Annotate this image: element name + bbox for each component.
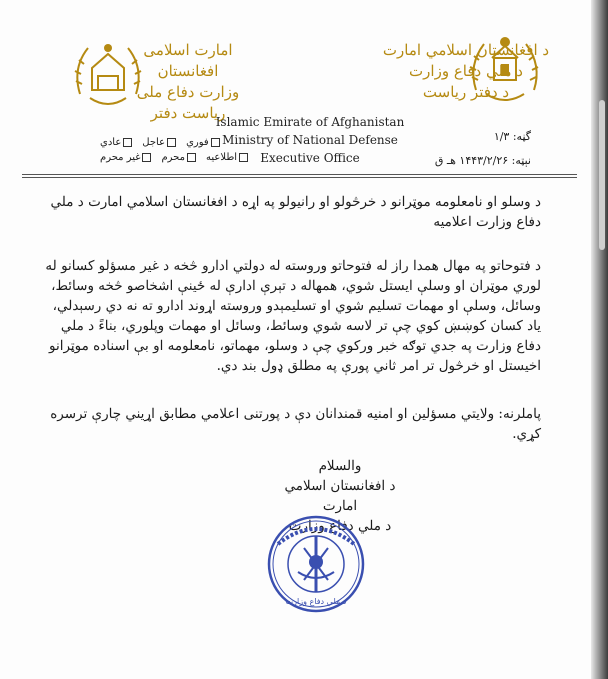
checkbox-icon xyxy=(211,138,220,147)
checkbox-icon xyxy=(123,138,132,147)
checkbox-icon xyxy=(167,138,176,147)
letter-subject: د وسلو او نامعلومه موټرانو د خرڅولو او رانيولو په اړه د افغانستان اسلامي امارت د ملي دفاع وزارت اعلاميه xyxy=(50,194,541,230)
classification-option: عاجل xyxy=(142,137,176,148)
checkbox-icon xyxy=(142,153,151,162)
header-divider xyxy=(22,174,577,175)
reference-number: گڼه: ۱/۳ xyxy=(493,130,531,143)
classification-option: فوري xyxy=(186,137,220,148)
classification-option: عادي xyxy=(100,137,132,148)
classification-option: غير محرم xyxy=(100,152,151,163)
dari-header-line: ریاست دفتر xyxy=(150,104,226,122)
scroll-thumb[interactable] xyxy=(599,100,605,250)
pashto-header-line: د افغانستان اسلامي امارت xyxy=(382,41,550,59)
checkbox-icon xyxy=(187,153,196,162)
dari-header-line: امارت اسلامی افغانستان xyxy=(143,41,233,80)
seal-text: د ملي دفاع وزارت xyxy=(285,597,347,606)
dari-header-line: وزارت دفاع ملی xyxy=(136,83,240,101)
classification-option: محرم xyxy=(161,152,196,163)
english-header-line: Executive Office xyxy=(260,151,360,165)
closing-line: د ملي دفاع وزارت xyxy=(288,518,392,534)
classification-option: اطلاعيه xyxy=(206,152,248,163)
closing-line: د افغانستان اسلامي امارت xyxy=(284,478,396,514)
reference-date: نېټه: ۱۴۴۳/۲/۲۶ هـ ق xyxy=(434,154,531,167)
pashto-header-line: د ملي دفاع وزارت xyxy=(409,62,523,80)
classification-row xyxy=(100,137,220,148)
closing-greeting: والسلام xyxy=(318,458,362,474)
pashto-header-line: د دفتر رياست xyxy=(422,83,510,101)
device-edge-shadow xyxy=(591,0,608,679)
letter-body-paragraph: د فتوحاتو په مهال همدا راز له فتوحاتو وروسته له دولتي ادارو څخه د غير مسؤلو کسانو له لوري موټران او وسلې ايستل شوي، همهاله د تېرې ادارې له ځينې اشخاصو څخه وسائط، وسائل، وسلې او مهمات تسليم شوي او تسليمېدو وروسته اړوند ادارو ته نه دي رسېدلي، ياد کسان کوښښ کوي چې تر لاسه شوي وسائط، وسائل او مهمات وپلوري، بناءً د ملي دفاع وزارت په جدي توګه خبر ورکوي چې د وسلو، مهماتو، نامعلومه او بې اسناده موټرانو اخيستل او خرڅول تر امر ثاني پورې په مطلق ډول بند دي. xyxy=(45,258,541,374)
classification-row xyxy=(100,152,248,163)
english-header-line: Islamic Emirate of Afghanistan xyxy=(215,115,405,129)
dari-header xyxy=(128,40,248,124)
english-header-line: Ministry of National Defense xyxy=(222,133,398,147)
letter-body-paragraph: پاملرنه: ولايتي مسؤلين او امنيه قمندانان دې د پورتنی اعلامي مطابق اړيني چارې ترسره کړي. xyxy=(50,406,541,442)
checkbox-icon xyxy=(239,153,248,162)
pashto-header xyxy=(381,40,551,103)
official-seal-icon xyxy=(266,514,366,614)
header-divider xyxy=(22,177,577,178)
